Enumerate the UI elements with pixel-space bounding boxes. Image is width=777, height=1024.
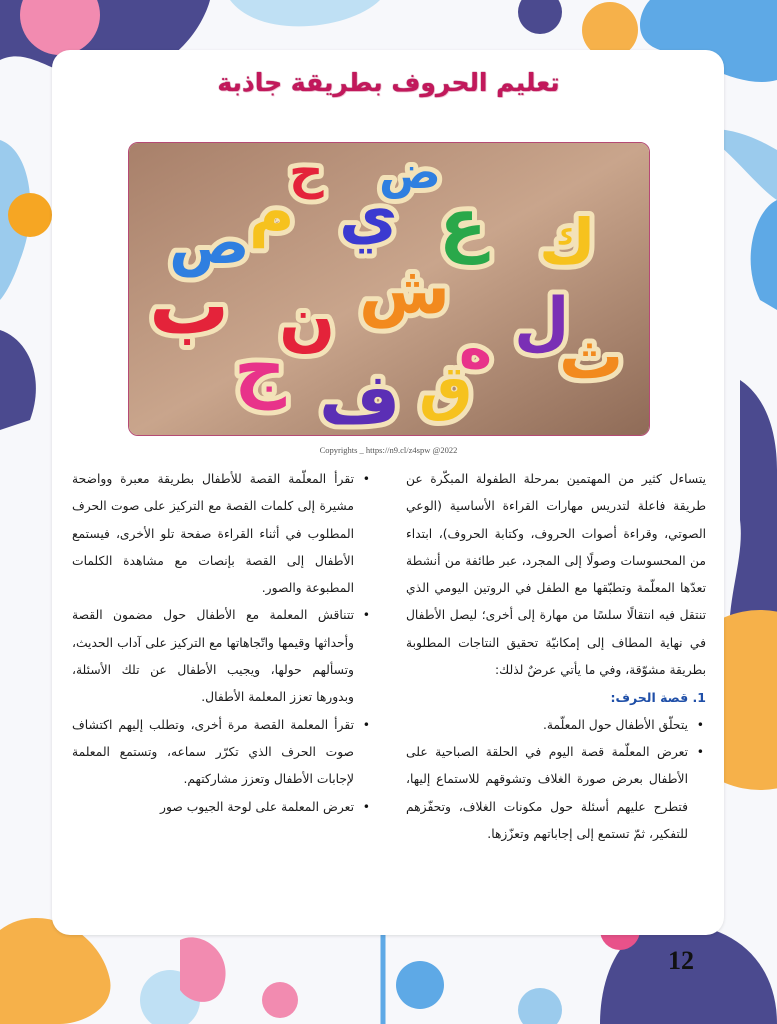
list-item: • تقرأ المعلمة القصة مرة أخرى، وتطلب إليهم اكتشاف صوت الحرف الذي تكرّر سماعه، وتستمع المعلمة لإجابات الأطفال وتعزز مشاركتهم. bbox=[72, 712, 354, 794]
letter-piece: ب bbox=[149, 259, 230, 352]
list-item: • تعرض المعلمة على لوحة الجيوب صور bbox=[72, 794, 354, 821]
right-column bbox=[406, 466, 706, 848]
blob-left-orange bbox=[8, 193, 52, 237]
letter-piece: ح bbox=[289, 144, 324, 200]
letter-piece: ف bbox=[319, 358, 401, 435]
letter-piece: ي bbox=[339, 180, 398, 254]
section-title: قصة الحرف: bbox=[610, 690, 689, 706]
intro-paragraph: يتساءل كثير من المهتمين بمرحلة الطفولة المبكّرة عن طريقة فاعلة لتدريس مهارات القراءة الأساسية (الوعي الصوتي، وقراءة أصوات الحروف، وكتابة الحروف)، ابتداء من المحسوسات وصولًا إلى المجرد، عبر طائفة من أنشطة تعدّها المعلّمة وتطبّقها مع الطفل في الروتين اليومي الذي تنتقل فيه انتقالًا سلسًا من مهارة إلى أخرى؛ ليصل الأطفال في نهاية المطاف إلى إمكانيّة تحقيق النتاجات المطلوبة بطريقة مشوّقة، وفي ما يأتي عرضٌ لذلك: bbox=[406, 472, 706, 678]
page-title: تعليم الحروف بطريقة جاذبة bbox=[217, 68, 560, 97]
list-item: • تتناقش المعلمة مع الأطفال حول مضمون القصة وأحداثها وقيمها واتّجاهاتها مع التركيز على آداب الحديث، وتسألهم حولها، ويجيب الأطفال عن تلك الأسئلة، وبدورها تعزز المعلمة الأطفال. bbox=[72, 602, 354, 711]
section-heading bbox=[406, 684, 706, 711]
page-number: 12 bbox=[668, 946, 694, 975]
left-bullet-list bbox=[72, 466, 372, 821]
image-caption: Copyrights _ https://n9.cl/z4spw @2022 bbox=[319, 445, 458, 455]
list-item: • تقرأ المعلّمة القصة للأطفال بطريقة معبرة وواضحة مشيرة إلى كلمات القصة مع التركيز على صوت الحرف المطلوب في أثناء القراءة صفحة تلو الأخرى، فيستمع الأطفال إلى القصة بإنصات مع مشاهدة الكلمات المطبوعة والصور. bbox=[72, 466, 354, 602]
wooden-arabic-letters-image bbox=[129, 143, 649, 435]
list-item: • تعرض المعلّمة قصة اليوم في الحلقة الصباحية على الأطفال بعرض صورة الغلاف وتشوقهم للاستماع إليها، فتطرح عليهم أسئلة حول مكونات الغلاف، وتحفّزهم للتفكير، ثمّ تستمع إلى إجاباتهم وتعزّزها. bbox=[406, 739, 688, 848]
section-number: 1. bbox=[692, 690, 706, 706]
list-item: • يتحلّق الأطفال حول المعلّمة. bbox=[406, 712, 688, 739]
letter-piece: ن bbox=[279, 282, 336, 359]
blob-bottom-mid-blue bbox=[396, 961, 444, 1009]
letter-piece: ج bbox=[234, 326, 286, 410]
left-column bbox=[72, 466, 372, 821]
letter-piece: ه bbox=[459, 317, 493, 382]
letter-piece: ق bbox=[419, 353, 473, 423]
letter-piece: ش bbox=[359, 252, 451, 329]
letter-piece: ل bbox=[514, 285, 570, 359]
letter-piece: ث bbox=[559, 320, 624, 394]
letter-piece: م bbox=[249, 175, 295, 248]
letters-photo bbox=[128, 142, 650, 436]
letter-piece: ع bbox=[439, 183, 487, 265]
letter-piece: ض bbox=[379, 145, 441, 199]
blob-bottom-mid-pink bbox=[262, 982, 298, 1018]
letter-piece: ك bbox=[539, 205, 596, 278]
right-bullet-list bbox=[406, 712, 706, 848]
letter-piece: ص bbox=[169, 208, 250, 278]
